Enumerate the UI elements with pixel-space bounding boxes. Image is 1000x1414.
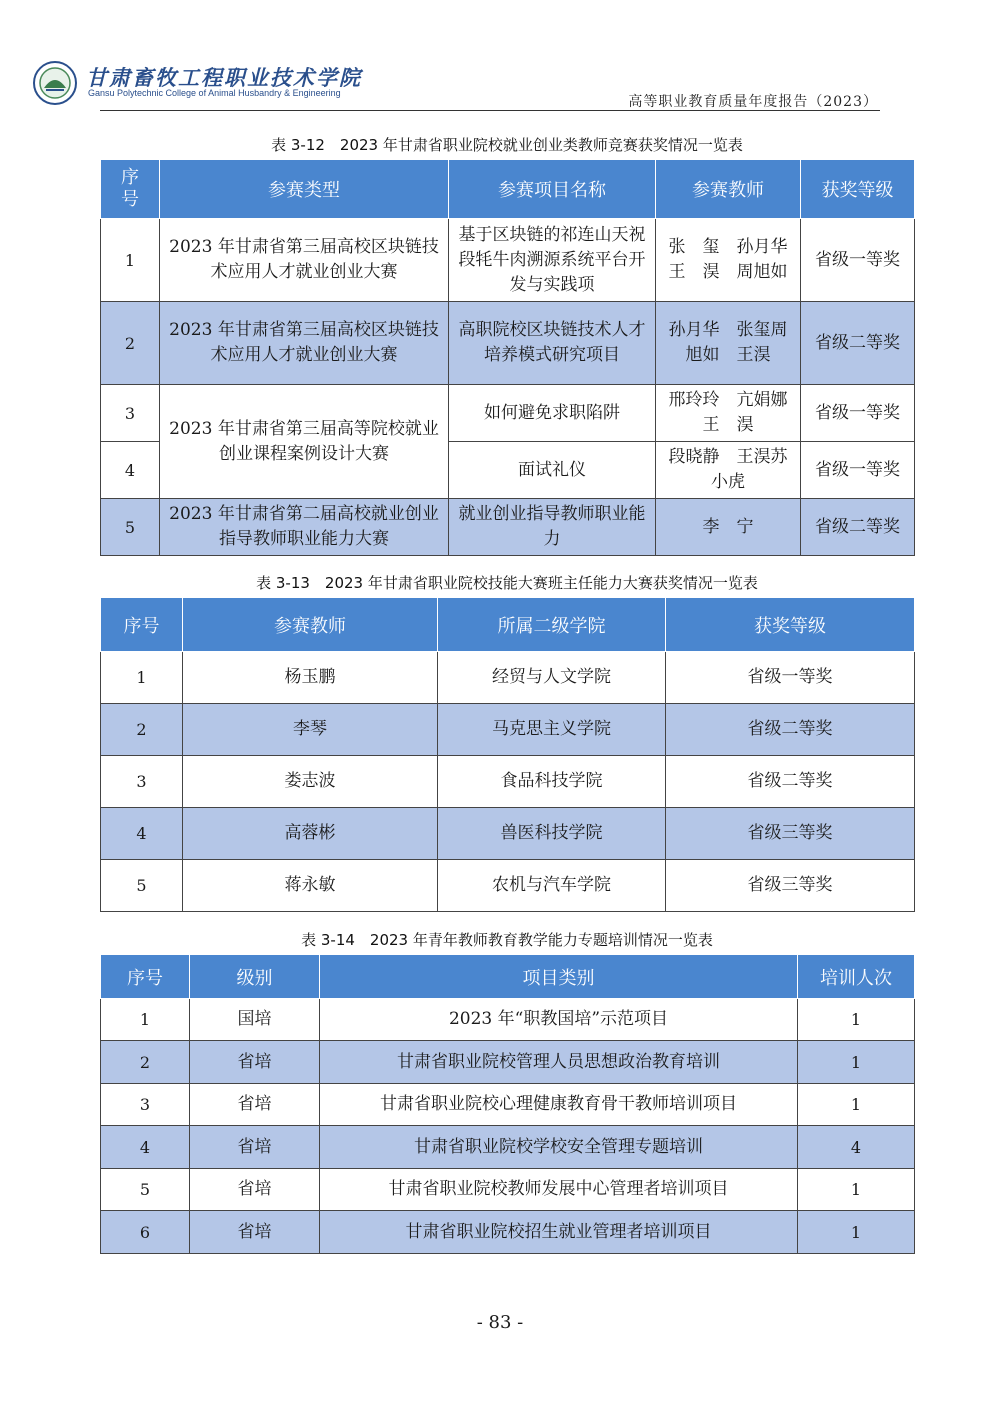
table3-cell-level: 省培 [190,1126,320,1169]
table2-cell-award: 省级三等奖 [666,808,915,860]
table2-cell-college: 食品科技学院 [438,756,666,808]
table2-cell-college: 兽医科技学院 [438,808,666,860]
table-row [101,704,915,756]
table1-cell-no: 3 [101,385,160,442]
table-row [101,385,915,442]
table2-caption: 表 3-13 2023 年甘肃省职业院校技能大赛班主任能力大赛获奖情况一览表 [256,574,758,592]
table3-cell-category: 甘肃省职业院校学校安全管理专题培训 [320,1126,798,1169]
table2-cell-award: 省级一等奖 [666,652,915,704]
table1-cell-type: 2023 年甘肃省第二届高校就业创业指导教师职业能力大赛 [160,499,449,556]
table2-cell-award: 省级二等奖 [666,704,915,756]
table2-cell-college: 经贸与人文学院 [438,652,666,704]
table1-header-no: 序 号 [101,160,160,219]
table1-cell-teachers: 邢玲玲 亢娟娜王 淏 [656,385,801,442]
table-row [101,302,915,385]
table2-cell-teacher: 李琴 [183,704,438,756]
table3-header-row [101,955,915,999]
table-row [101,219,915,302]
table3-cell-level: 省培 [190,1084,320,1126]
table1-header-type: 参赛类型 [160,160,449,219]
table1-cell-type: 2023 年甘肃省第三届高校区块链技术应用人才就业创业大赛 [160,219,449,302]
table3-cell-level: 省培 [190,1169,320,1211]
table1-cell-no: 4 [101,442,160,499]
school-name-cn: 甘肃畜牧工程职业技术学院 [86,66,362,90]
table3-cell-no: 2 [101,1041,190,1084]
table3-header-level: 级别 [190,955,320,999]
table-row [101,808,915,860]
table2-cell-no: 2 [101,704,183,756]
table2-cell-college: 马克思主义学院 [438,704,666,756]
page-number: - 83 - [476,1312,524,1333]
table2-cell-teacher: 杨玉鹏 [183,652,438,704]
table2-cell-award: 省级二等奖 [666,756,915,808]
table3-caption: 表 3-14 2023 年青年教师教育教学能力专题培训情况一览表 [301,931,713,949]
table1-header-award: 获奖等级 [801,160,915,219]
table3-cell-level: 国培 [190,999,320,1041]
table3-cell-level: 省培 [190,1211,320,1254]
table1-cell-award: 省级一等奖 [801,219,915,302]
table2-cell-no: 5 [101,860,183,912]
table1-header-teachers: 参赛教师 [656,160,801,219]
table3 [100,954,915,1254]
table3-cell-category: 甘肃省职业院校心理健康教育骨干教师培训项目 [320,1084,798,1126]
table1-cell-teachers: 张 玺 孙月华王 淏 周旭如 [656,219,801,302]
table3-header-category: 项目类别 [320,955,798,999]
table1-cell-teachers: 孙月华 张玺周旭如 王淏 [656,302,801,385]
table-row [101,756,915,808]
table1-cell-no: 5 [101,499,160,556]
table-row [101,1041,915,1084]
table-row [101,1211,915,1254]
table2 [100,597,915,912]
table3-header-no: 序号 [101,955,190,999]
table2-header-row [101,598,915,652]
table-row [101,860,915,912]
table1-cell-project: 就业创业指导教师职业能力 [449,499,656,556]
table3-cell-level: 省培 [190,1041,320,1084]
table3-header-count: 培训人次 [798,955,915,999]
table1-cell-teachers: 李 宁 [656,499,801,556]
table2-cell-no: 3 [101,756,183,808]
table2-cell-teacher: 娄志波 [183,756,438,808]
table1-cell-award: 省级二等奖 [801,302,915,385]
table1-cell-project: 如何避免求职陷阱 [449,385,656,442]
table2-cell-award: 省级三等奖 [666,860,915,912]
table1-cell-no: 2 [101,302,160,385]
table3-cell-no: 3 [101,1084,190,1126]
report-title: 高等职业教育质量年度报告（2023） [628,94,878,110]
table3-cell-no: 5 [101,1169,190,1211]
table3-cell-count: 1 [798,999,915,1041]
table-row [101,1084,915,1126]
table3-cell-category: 甘肃省职业院校管理人员思想政治教育培训 [320,1041,798,1084]
table2-cell-no: 4 [101,808,183,860]
table1-header-project: 参赛项目名称 [449,160,656,219]
table1-cell-project: 面试礼仪 [449,442,656,499]
table1-cell-project: 高职院校区块链技术人才培养模式研究项目 [449,302,656,385]
table1-header-row [101,160,915,219]
table3-cell-no: 1 [101,999,190,1041]
table3-cell-category: 2023 年“职教国培”示范项目 [320,999,798,1041]
table1-cell-teachers: 段晓静 王淏苏小虎 [656,442,801,499]
table1-cell-award: 省级一等奖 [801,385,915,442]
table-row [101,652,915,704]
table2-header-teacher: 参赛教师 [183,598,438,652]
table1-cell-type: 2023 年甘肃省第三届高校区块链技术应用人才就业创业大赛 [160,302,449,385]
table2-header-award: 获奖等级 [666,598,915,652]
table2-cell-no: 1 [101,652,183,704]
table2-header-college: 所属二级学院 [438,598,666,652]
table3-cell-category: 甘肃省职业院校招生就业管理者培训项目 [320,1211,798,1254]
school-emblem-icon [32,60,78,106]
table3-cell-count: 1 [798,1169,915,1211]
table3-cell-category: 甘肃省职业院校教师发展中心管理者培训项目 [320,1169,798,1211]
table2-cell-teacher: 高蓉彬 [183,808,438,860]
school-name-en: Gansu Polytechnic College of Animal Husbandry & Engineering [88,88,341,98]
table-row [101,499,915,556]
table2-cell-college: 农机与汽车学院 [438,860,666,912]
table3-cell-no: 4 [101,1126,190,1169]
table-row [101,1169,915,1211]
table1-cell-project: 基于区块链的祁连山天祝段牦牛肉溯源系统平台开发与实践项 [449,219,656,302]
table1-caption: 表 3-12 2023 年甘肃省职业院校就业创业类教师竞赛获奖情况一览表 [271,136,743,154]
table1-cell-no: 1 [101,219,160,302]
table-row [101,1126,915,1169]
table1 [100,159,915,556]
table3-cell-no: 6 [101,1211,190,1254]
table1-cell-award: 省级一等奖 [801,442,915,499]
table2-cell-teacher: 蒋永敏 [183,860,438,912]
table2-header-no: 序号 [101,598,183,652]
table1-cell-type: 2023 年甘肃省第三届高等院校就业创业课程案例设计大赛 [160,385,449,499]
table-row [101,999,915,1041]
table1-cell-award: 省级二等奖 [801,499,915,556]
table3-cell-count: 1 [798,1041,915,1084]
table3-cell-count: 1 [798,1084,915,1126]
table3-cell-count: 4 [798,1126,915,1169]
table3-cell-count: 1 [798,1211,915,1254]
